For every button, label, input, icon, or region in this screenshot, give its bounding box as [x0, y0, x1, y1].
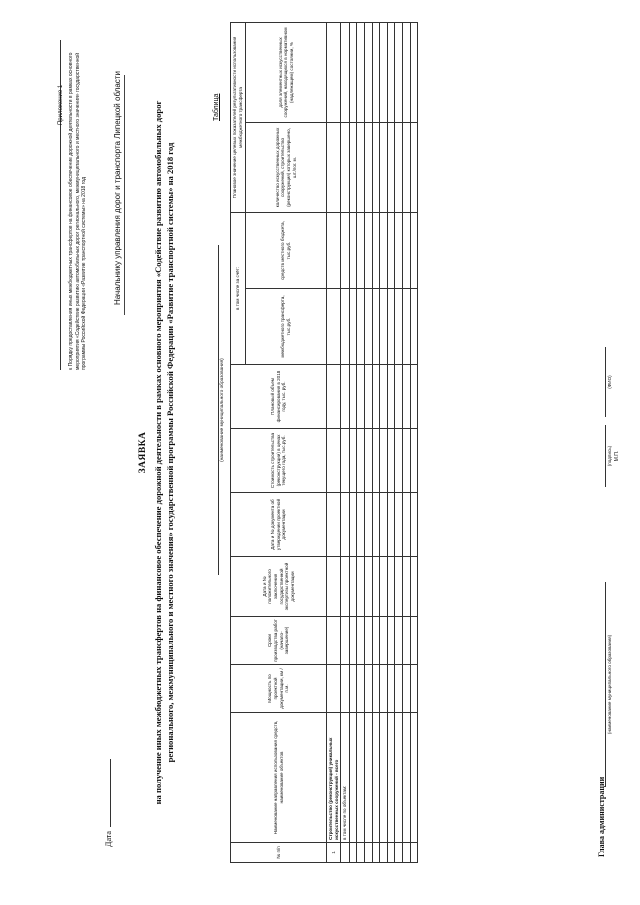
table-cell — [341, 557, 350, 617]
table-cell — [327, 122, 341, 212]
cell-name — [410, 713, 418, 843]
table-cell — [349, 429, 357, 493]
cell-num — [395, 843, 403, 863]
table-cell — [341, 617, 350, 665]
signature-caption: (ФИО) — [607, 375, 612, 389]
table-cell — [410, 429, 418, 493]
table-cell — [410, 365, 418, 429]
table-cell — [364, 22, 372, 122]
table-cell — [341, 122, 350, 212]
header-capacity: Мощность по проектной документации, км / п.м. — [231, 665, 327, 713]
table-cell — [387, 122, 395, 212]
table-cell — [402, 617, 410, 665]
date-blank — [110, 759, 111, 827]
table-cell — [410, 212, 418, 288]
table-cell — [357, 289, 365, 365]
cell-name — [349, 713, 357, 843]
table-cell — [402, 365, 410, 429]
table-cell — [357, 493, 365, 557]
table-cell — [357, 365, 365, 429]
table-cell — [387, 493, 395, 557]
table-cell — [341, 22, 350, 122]
request-table — [230, 22, 418, 863]
table-cell — [372, 289, 380, 365]
table-row — [349, 22, 357, 862]
table-label: Таблица — [213, 93, 220, 121]
table-cell — [387, 365, 395, 429]
table-cell — [341, 429, 350, 493]
table-row — [387, 22, 395, 862]
table-cell — [380, 212, 388, 288]
table-cell — [410, 557, 418, 617]
table-cell — [395, 429, 403, 493]
table-row — [364, 22, 372, 862]
table-cell — [357, 429, 365, 493]
table-cell — [387, 289, 395, 365]
table-cell — [395, 365, 403, 429]
cell-num — [357, 843, 365, 863]
table-cell — [372, 665, 380, 713]
table-cell — [349, 289, 357, 365]
table-body — [327, 22, 418, 862]
table-cell — [349, 212, 357, 288]
table-row — [410, 22, 418, 862]
table-cell — [395, 617, 403, 665]
cell-num: 1 — [327, 843, 341, 863]
signature-blank — [605, 347, 606, 417]
table-cell — [357, 22, 365, 122]
table-cell — [372, 365, 380, 429]
table-cell — [387, 429, 395, 493]
table-row — [357, 22, 365, 862]
table-cell — [341, 289, 350, 365]
signature-blank — [605, 582, 606, 787]
table-cell — [327, 429, 341, 493]
cell-num — [402, 843, 410, 863]
table-cell — [357, 557, 365, 617]
table-cell — [364, 289, 372, 365]
table-row — [402, 22, 410, 862]
header-name: Наименование направления использования средств, наименование объектов — [231, 713, 327, 843]
divider — [124, 75, 125, 315]
table-cell — [341, 212, 350, 288]
cell-name — [387, 713, 395, 843]
cell-num — [349, 843, 357, 863]
table-cell — [349, 22, 357, 122]
table-cell — [380, 665, 388, 713]
table-cell — [357, 665, 365, 713]
table-cell — [410, 493, 418, 557]
table-cell — [372, 617, 380, 665]
table-cell — [349, 557, 357, 617]
table-cell — [402, 493, 410, 557]
cell-num — [410, 843, 418, 863]
table-row — [380, 22, 388, 862]
cell-num — [372, 843, 380, 863]
table-cell — [395, 212, 403, 288]
table-cell — [395, 122, 403, 212]
table-cell — [380, 557, 388, 617]
cell-name — [395, 713, 403, 843]
muni-caption: (наименование муниципального образования) — [220, 358, 225, 462]
table-cell — [349, 617, 357, 665]
table-cell — [364, 212, 372, 288]
cell-num — [364, 843, 372, 863]
table-cell — [364, 122, 372, 212]
table-cell — [380, 122, 388, 212]
table-cell — [364, 493, 372, 557]
table-cell — [357, 122, 365, 212]
table-cell — [380, 429, 388, 493]
cell-name — [372, 713, 380, 843]
table-cell — [349, 365, 357, 429]
header-terms: Сроки производства работ (начало-завершение) — [231, 617, 327, 665]
table-cell — [372, 493, 380, 557]
table-cell — [327, 557, 341, 617]
table-cell — [327, 22, 341, 122]
addressee: Начальнику управления дорог и транспорта Липецкой области — [113, 71, 122, 305]
table-cell — [410, 617, 418, 665]
table-cell — [357, 212, 365, 288]
table-cell — [327, 289, 341, 365]
header-doc-date: Дата и № документа об утверждении проектной документации — [231, 493, 327, 557]
table-cell — [364, 429, 372, 493]
table-cell — [387, 212, 395, 288]
cell-name — [402, 713, 410, 843]
table-cell — [372, 22, 380, 122]
signature-caption: (подпись) — [607, 445, 612, 467]
table-cell — [402, 429, 410, 493]
table-cell — [364, 617, 372, 665]
table-cell — [402, 289, 410, 365]
header-target-2: доля элементных искусственных сооружений, находящихся в нормативном (надлежащем) состоянии, % — [246, 22, 327, 122]
date-label: Дата — [104, 831, 113, 847]
table-cell — [327, 493, 341, 557]
table-cell — [349, 665, 357, 713]
request-heading: ЗАЯВКА — [138, 431, 148, 474]
table-cell — [327, 212, 341, 288]
table-cell — [349, 122, 357, 212]
header-target-1: количество искусственных дорожных сооружений, строительство (реконструкция) которых завершено, шт./пог. м. — [246, 122, 327, 212]
table-cell — [380, 22, 388, 122]
table-cell — [395, 665, 403, 713]
table-cell — [395, 493, 403, 557]
signature-caption: (наименование муниципального образования) — [607, 634, 612, 735]
cell-name — [380, 713, 388, 843]
table-row — [341, 22, 350, 862]
header-local: средств местного бюджета, тыс.руб. — [246, 212, 327, 288]
table-cell — [380, 617, 388, 665]
cell-name — [364, 713, 372, 843]
table-cell — [327, 617, 341, 665]
table-row — [327, 22, 341, 862]
table-cell — [410, 289, 418, 365]
table-cell — [380, 289, 388, 365]
table-cell — [402, 665, 410, 713]
table-cell — [372, 557, 380, 617]
table-cell — [341, 365, 350, 429]
table-cell — [349, 493, 357, 557]
table-cell — [327, 365, 341, 429]
table-cell — [395, 289, 403, 365]
header-num: № п/п — [231, 843, 327, 863]
cell-num — [341, 843, 350, 863]
table-cell — [372, 429, 380, 493]
date-field — [104, 759, 113, 847]
header-planned-volume: Плановый объем финансирования в 2018 году, тыс. руб. — [231, 365, 327, 429]
cell-name: Строительство (реконструкция) уникальных искусственных сооружений - всего — [327, 713, 341, 843]
table-cell — [402, 22, 410, 122]
table-row — [395, 22, 403, 862]
head-signature-label: Глава администрации — [597, 776, 606, 857]
table-cell — [372, 212, 380, 288]
order-note: к Порядку предоставления иных межбюджетных трансфертов на финансовое обеспечение дорожной деятельности в рамках основного мероприятия «Содействие развитию автомобильных дорог регионального, межмуниципального и местного значения» государственной программы Российской Федерации «Развитие транспортной системы» на 2018 год — [68, 52, 88, 370]
cell-name — [357, 713, 365, 843]
header-target-group: Плановое значение целевых показателей результативности использования межбюджетного трансферта — [231, 22, 246, 212]
table-row — [372, 22, 380, 862]
table-cell — [402, 122, 410, 212]
table-cell — [380, 493, 388, 557]
table-cell — [341, 493, 350, 557]
table-cell — [387, 617, 395, 665]
table-cell — [402, 212, 410, 288]
header-transfers: межбюджетного трансферта, тыс.руб. — [246, 289, 327, 365]
cell-name: в том числе по объектам: — [341, 713, 350, 843]
cell-num — [387, 843, 395, 863]
table-cell — [410, 122, 418, 212]
table-cell — [387, 557, 395, 617]
table-cell — [357, 617, 365, 665]
stamp-label: М.П. — [614, 450, 620, 462]
header-including: в том числе за счёт: — [231, 212, 246, 364]
request-title: на получение иных межбюджетных трансфертов на финансовое обеспечение дорожной деятельности в рамках основного мероприятия «Содействие развитию автомобильных дорог регионального, межмуниципального и местного значения» государственной программы Российской Федерации «Развитие транспортной системы» на 2018 год — [153, 100, 175, 805]
table-cell — [364, 557, 372, 617]
table-cell — [364, 665, 372, 713]
table-cell — [410, 665, 418, 713]
table-cell — [364, 365, 372, 429]
divider — [218, 245, 219, 575]
table-cell — [410, 22, 418, 122]
table-cell — [387, 22, 395, 122]
cell-num — [380, 843, 388, 863]
table-cell — [402, 557, 410, 617]
table-cell — [341, 665, 350, 713]
table-cell — [380, 365, 388, 429]
signature-blank — [605, 425, 606, 487]
table-cell — [327, 665, 341, 713]
appendix-label: Приложение 1 — [58, 84, 64, 125]
table-cell — [395, 22, 403, 122]
table-cell — [395, 557, 403, 617]
table-cell — [387, 665, 395, 713]
header-approval: Дата и № положительного заключения государственной экспертизы проектной документации — [231, 557, 327, 617]
table-cell — [372, 122, 380, 212]
header-cost: Стоимость строительства (реконструкции) в ценах текущего года, тыс.руб. — [231, 429, 327, 493]
